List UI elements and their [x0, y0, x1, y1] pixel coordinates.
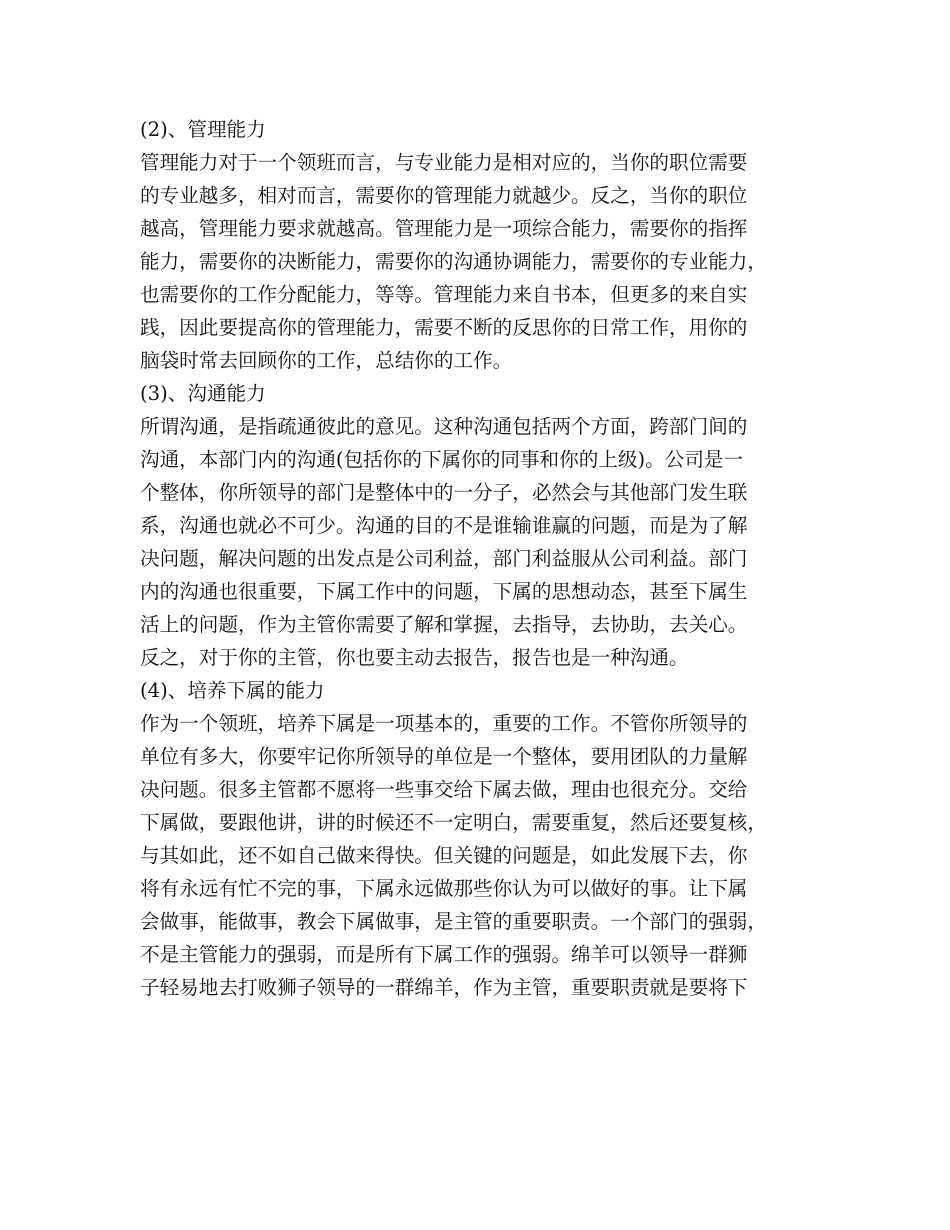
text-line: 决问题。很多主管都不愿将一些事交给下属去做，理由也很充分。交给 [140, 778, 748, 801]
section-heading-training: (4)、培养下属的能力 [140, 679, 325, 702]
text-line: 践，因此要提高你的管理能力，需要不断的反思你的日常工作，用你的 [140, 316, 748, 339]
document-body [140, 113, 805, 1004]
text-line: 个整体，你所领导的部门是整体中的一分子，必然会与其他部门发生联 [140, 481, 748, 504]
text-line: 决问题，解决问题的出发点是公司利益，部门利益服从公司利益。部门 [140, 547, 748, 570]
text-line: 下属做，要跟他讲，讲的时候还不一定明白，需要重复，然后还要复核， [140, 811, 767, 834]
text-line: 也需要你的工作分配能力，等等。管理能力来自书本，但更多的来自实 [140, 283, 748, 306]
text-line: 管理能力对于一个领班而言，与专业能力是相对应的，当你的职位需要 [140, 151, 748, 174]
text-line: 的专业越多，相对而言，需要你的管理能力就越少。反之，当你的职位 [140, 184, 748, 207]
text-line: 活上的问题，作为主管你需要了解和掌握，去指导，去协助，去关心。 [140, 613, 748, 636]
text-line: 与其如此，还不如自己做来得快。但关键的问题是，如此发展下去，你 [140, 844, 748, 867]
text-line: 能力，需要你的决断能力，需要你的沟通协调能力，需要你的专业能力， [140, 250, 767, 273]
text-line: 反之，对于你的主管，你也要主动去报告，报告也是一种沟通。 [140, 646, 689, 669]
text-line: 会做事，能做事，教会下属做事，是主管的重要职责。一个部门的强弱， [140, 910, 767, 933]
text-line: 沟通，本部门内的沟通(包括你的下属你的同事和你的上级)。公司是一 [140, 448, 744, 471]
text-line: 所谓沟通，是指疏通彼此的意见。这种沟通包括两个方面，跨部门间的 [140, 415, 748, 438]
text-line: 脑袋时常去回顾你的工作，总结你的工作。 [140, 349, 513, 372]
text-line: 越高，管理能力要求就越高。管理能力是一项综合能力，需要你的指挥 [140, 217, 748, 240]
text-line: 单位有多大，你要牢记你所领导的单位是一个整体，要用团队的力量解 [140, 745, 748, 768]
text-line: 内的沟通也很重要，下属工作中的问题，下属的思想动态，甚至下属生 [140, 580, 748, 603]
text-line: 系，沟通也就必不可少。沟通的目的不是谁输谁赢的问题，而是为了解 [140, 514, 748, 537]
section-heading-communication: (3)、沟通能力 [140, 382, 266, 405]
text-line: 不是主管能力的强弱，而是所有下属工作的强弱。绵羊可以领导一群狮 [140, 943, 748, 966]
section-heading-management: (2)、管理能力 [140, 118, 266, 141]
text-line: 作为一个领班，培养下属是一项基本的，重要的工作。不管你所领导的 [140, 712, 748, 735]
text-line: 将有永远有忙不完的事，下属永远做那些你认为可以做好的事。让下属 [140, 877, 748, 900]
text-line: 子轻易地去打败狮子领导的一群绵羊，作为主管，重要职责就是要将下 [140, 976, 748, 999]
